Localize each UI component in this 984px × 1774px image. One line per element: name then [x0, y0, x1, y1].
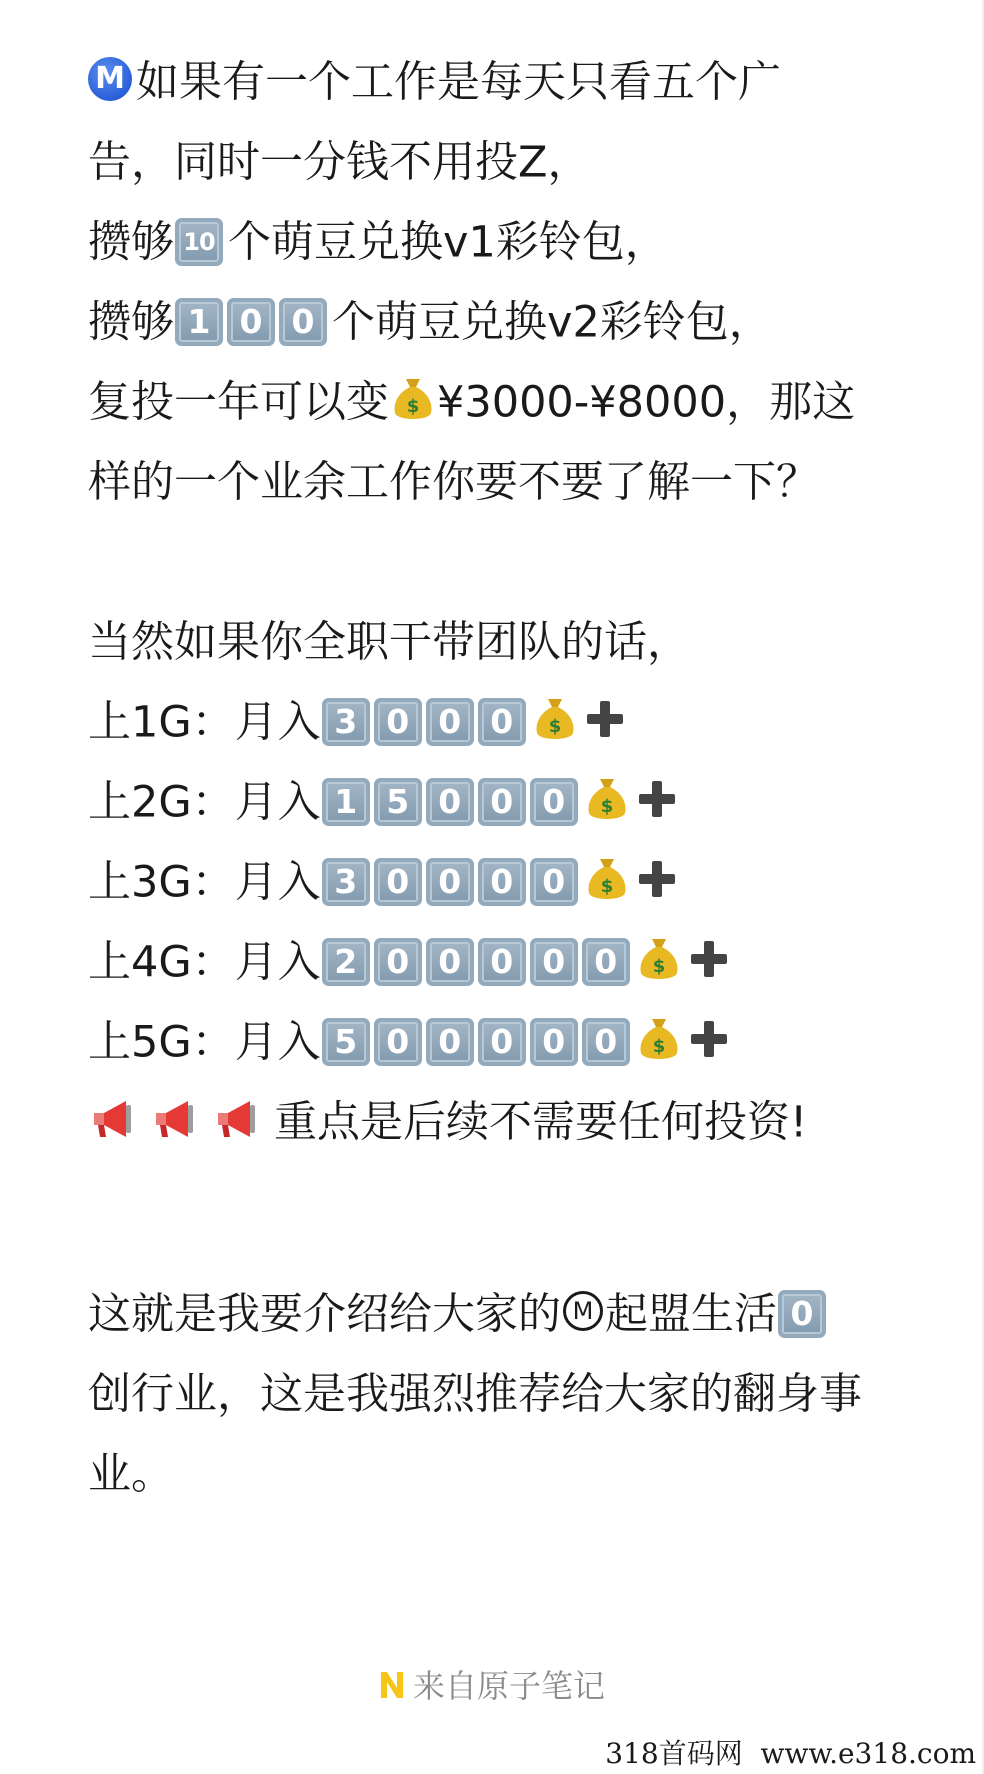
- plus-icon: [687, 1017, 731, 1061]
- line-9: [88, 1272, 948, 1352]
- income-row-1g: [88, 680, 948, 760]
- money-bag-icon: [637, 1015, 681, 1063]
- line-6: [88, 440, 948, 520]
- line-5-suffix: ¥3000-¥8000，那这: [437, 377, 856, 428]
- income-label-2g: 上2G：月入: [88, 777, 321, 828]
- site-watermark: 318首码网 www.e318.com: [605, 1737, 976, 1770]
- line-3: [88, 200, 948, 280]
- svg-text:$: $: [406, 395, 420, 417]
- circled-m-icon: M: [563, 1291, 603, 1331]
- keycap-digit-icon: 0: [426, 778, 474, 826]
- keycap-digit-icon: 0: [530, 858, 578, 906]
- megaphone-icon: [88, 1095, 140, 1143]
- keycap-digit-icon: 0: [227, 298, 275, 346]
- plus-icon: [635, 777, 679, 821]
- line-10-text: 创行业，这是我强烈推荐给大家的翻身事: [88, 1369, 862, 1420]
- keycap-digit-icon: 0: [478, 1018, 526, 1066]
- line-4: [88, 280, 948, 360]
- income-label-3g: 上3G：月入: [88, 857, 321, 908]
- income-label-5g: 上5G：月入: [88, 1017, 321, 1068]
- note-body: [88, 40, 948, 1512]
- circled-m-badge-icon: M: [88, 57, 132, 101]
- keycap-digit-icon: 0: [530, 778, 578, 826]
- keycap-digit-icon: 0: [374, 1018, 422, 1066]
- keycap-digit-icon: 0: [582, 1018, 630, 1066]
- line-6-text: 样的一个业余工作你要不要了解一下？: [88, 457, 819, 508]
- line-4-suffix: 个萌豆兑换v2彩铃包，: [332, 297, 772, 348]
- keycap-digit-icon: 0: [374, 858, 422, 906]
- line-8: [88, 1080, 948, 1160]
- line-7: [88, 600, 948, 680]
- keycap-zero: [778, 1275, 830, 1355]
- plus-icon: [583, 697, 627, 741]
- source-label: 来自原子笔记: [412, 1667, 605, 1705]
- keycap-digit-icon: 0: [426, 938, 474, 986]
- income-row-4g: [88, 920, 948, 1000]
- paragraph-gap: [88, 1160, 948, 1272]
- income-row-2g: [88, 760, 948, 840]
- keycap-digit-icon: 0: [582, 938, 630, 986]
- keycap-digit-icon: 0: [478, 938, 526, 986]
- line-1: [88, 40, 948, 120]
- keycap-digit-icon: 3: [322, 858, 370, 906]
- line-1-text: 如果有一个工作是每天只看五个广: [136, 57, 781, 108]
- keycap-digit-icon: 2: [322, 938, 370, 986]
- plus-icon: [687, 937, 731, 981]
- keycap-digit-icon: 0: [778, 1290, 826, 1338]
- line-9-prefix: 这就是我要介绍给大家的: [88, 1289, 561, 1340]
- income-row-5g: [88, 1000, 948, 1080]
- money-bag-icon: [585, 775, 629, 823]
- keycap-digit-icon: 0: [426, 858, 474, 906]
- keycap-ten-icon: 10: [175, 218, 223, 266]
- line-10: [88, 1352, 948, 1432]
- line-5-prefix: 复投一年可以变: [88, 377, 389, 428]
- line-2-text: 告，同时一分钱不用投Z，: [88, 137, 591, 188]
- line-5: [88, 360, 948, 440]
- keycap-digit-icon: 0: [374, 938, 422, 986]
- svg-text:$: $: [600, 875, 613, 897]
- keycap-digit-icon: 0: [478, 698, 526, 746]
- keycap-digit-icon: 1: [175, 298, 223, 346]
- paragraph-gap: [88, 520, 948, 600]
- line-4-prefix: 攒够: [88, 297, 174, 348]
- source-footer: [0, 1662, 984, 1710]
- line-9-mid: 起盟生活: [605, 1289, 777, 1340]
- keycaps-3000: [322, 683, 530, 763]
- line-8-text: 重点是后续不需要任何投资!: [274, 1097, 808, 1148]
- line-11-text: 业。: [88, 1449, 174, 1500]
- keycaps-100: [175, 283, 331, 363]
- keycap-digit-icon: 0: [478, 778, 526, 826]
- keycaps-200000: [322, 923, 634, 1003]
- plus-icon: [635, 857, 679, 901]
- keycap-digit-icon: 3: [322, 698, 370, 746]
- keycap-digit-icon: 0: [279, 298, 327, 346]
- keycap-digit-icon: 0: [426, 698, 474, 746]
- megaphone-icon: [212, 1095, 264, 1143]
- svg-text:$: $: [652, 1035, 665, 1057]
- keycap-digit-icon: 5: [374, 778, 422, 826]
- n-logo-icon: [379, 1670, 405, 1700]
- money-bag-icon: [533, 695, 577, 743]
- money-bag-icon: [585, 855, 629, 903]
- svg-text:$: $: [600, 795, 613, 817]
- keycap-digit-icon: 0: [478, 858, 526, 906]
- line-7-text: 当然如果你全职干带团队的话，: [88, 617, 690, 668]
- keycaps-15000: [322, 763, 582, 843]
- income-row-3g: [88, 840, 948, 920]
- line-3-suffix: 个萌豆兑换v1彩铃包，: [228, 217, 668, 268]
- svg-text:$: $: [652, 955, 665, 977]
- megaphone-icon: [150, 1095, 202, 1143]
- line-3-prefix: 攒够: [88, 217, 174, 268]
- keycap-digit-icon: 0: [530, 938, 578, 986]
- keycap-digit-icon: 0: [426, 1018, 474, 1066]
- keycap-digit-icon: 0: [374, 698, 422, 746]
- income-label-1g: 上1G：月入: [88, 697, 321, 748]
- svg-text:$: $: [548, 715, 561, 737]
- keycaps-30000: [322, 843, 582, 923]
- money-bag-icon: [391, 375, 435, 423]
- keycap-digit-icon: 5: [322, 1018, 370, 1066]
- keycaps-500000: [322, 1003, 634, 1083]
- income-label-4g: 上4G：月入: [88, 937, 321, 988]
- line-2: [88, 120, 948, 200]
- line-11: [88, 1432, 948, 1512]
- keycap-digit-icon: 0: [530, 1018, 578, 1066]
- money-bag-icon: [637, 935, 681, 983]
- keycap-digit-icon: 1: [322, 778, 370, 826]
- keycap-ten: [175, 203, 227, 283]
